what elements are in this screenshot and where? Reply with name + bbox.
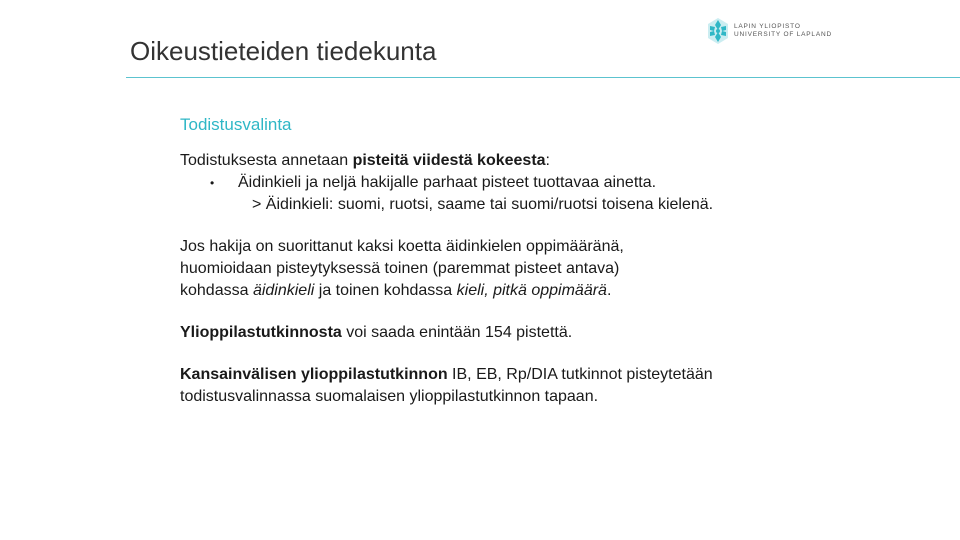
bullet-subline: > Äidinkieli: suomi, ruotsi, saame tai suomi/ruotsi toisena kielenä. bbox=[252, 196, 714, 213]
international-line2: todistusvalinnassa suomalaisen ylioppilastutkinnon tapaan. bbox=[180, 388, 599, 405]
international-bold: Kansainvälisen ylioppilastutkinnon bbox=[180, 366, 448, 383]
bullet-text: Äidinkieli ja neljä hakijalle parhaat pisteet tuottavaa ainetta. bbox=[238, 174, 657, 191]
international-rest: IB, EB, Rp/DIA tutkinnot pisteytetään bbox=[447, 366, 713, 383]
scoring-lead-bold: pisteitä viidestä kokeesta bbox=[352, 152, 546, 169]
two-exams-italic2: kieli, pitkä oppimäärä bbox=[456, 282, 607, 299]
scoring-lead: Todistuksesta annetaan bbox=[180, 152, 353, 169]
page-title: Oikeustieteiden tiedekunta bbox=[130, 36, 437, 66]
matriculation-bold: Ylioppilastutkinnosta bbox=[180, 324, 342, 341]
two-exams-line3c: . bbox=[606, 282, 612, 299]
matriculation-rest: voi saada enintään 154 pistettä. bbox=[341, 324, 573, 341]
paragraph-matriculation bbox=[180, 322, 900, 344]
scoring-lead-end: : bbox=[545, 152, 550, 169]
slide-content bbox=[180, 114, 900, 408]
two-exams-line2: huomioidaan pisteytyksessä toinen (paremmat pisteet antava) bbox=[180, 260, 620, 277]
bullet-icon: • bbox=[210, 176, 215, 190]
two-exams-line1: Jos hakija on suorittanut kaksi koetta äidinkielen oppimääränä, bbox=[180, 238, 624, 255]
logo-text-en: UNIVERSITY OF LAPLAND bbox=[734, 31, 832, 38]
two-exams-italic1: äidinkieli bbox=[252, 282, 315, 299]
two-exams-line3b: ja toinen kohdassa bbox=[314, 282, 457, 299]
paragraph-scoring bbox=[180, 150, 900, 216]
paragraph-two-exams bbox=[180, 236, 900, 302]
bullet-item bbox=[180, 172, 900, 194]
header-divider bbox=[126, 77, 960, 78]
paragraph-international bbox=[180, 364, 900, 408]
university-logo bbox=[706, 16, 832, 46]
two-exams-line3a: kohdassa bbox=[180, 282, 253, 299]
section-subtitle: Todistusvalinta bbox=[180, 115, 292, 134]
snowflake-crystal-logo-icon bbox=[706, 17, 730, 45]
logo-text-fi: LAPIN YLIOPISTO bbox=[734, 23, 801, 30]
